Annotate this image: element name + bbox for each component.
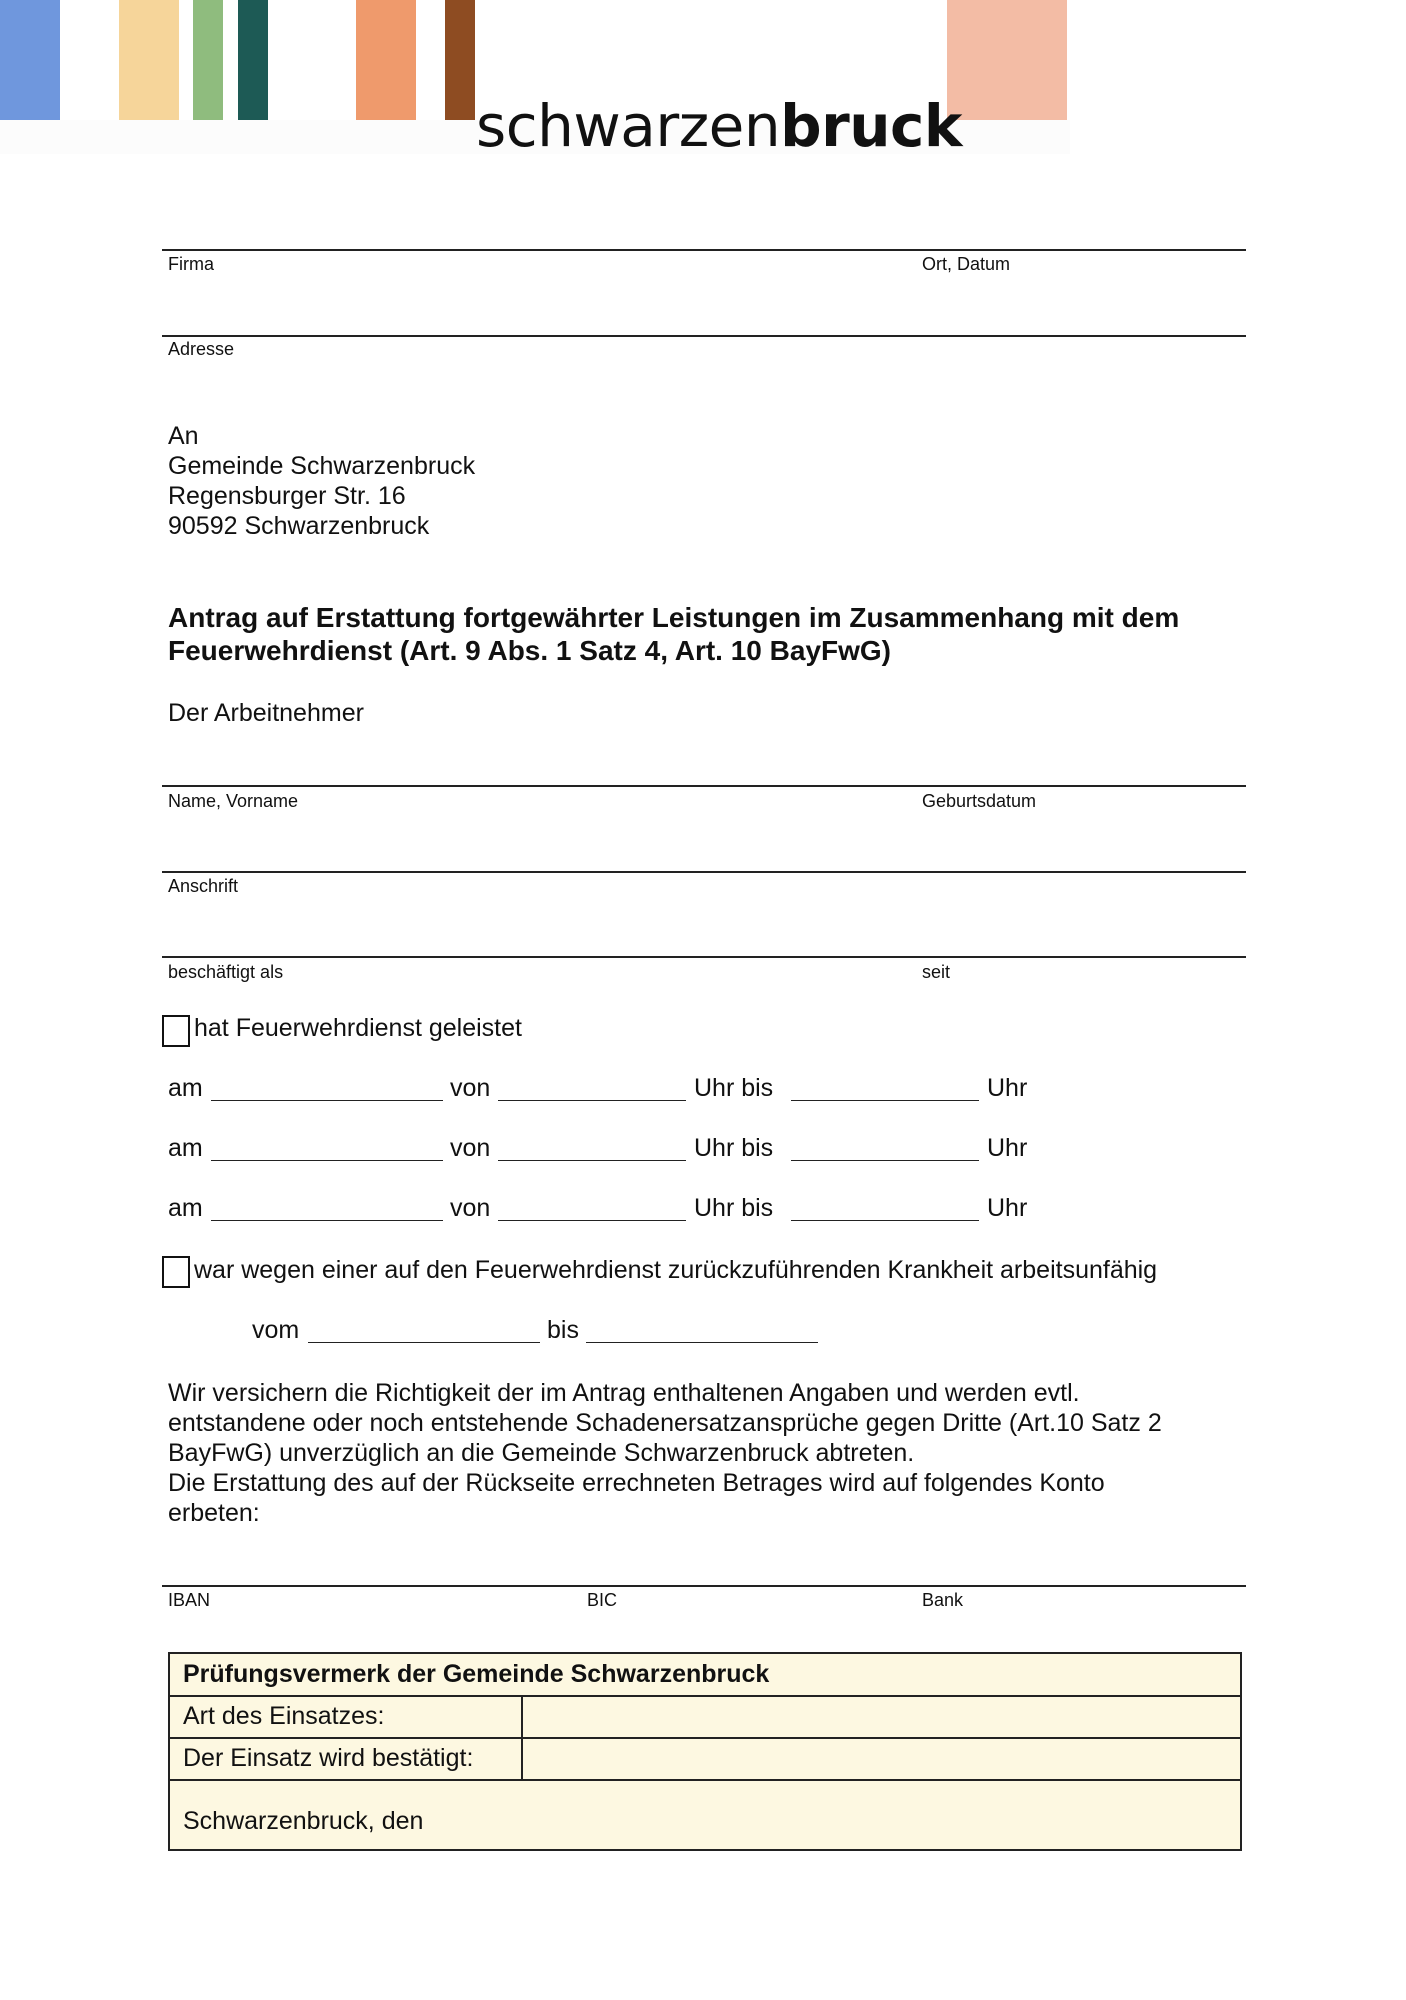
am-label: am xyxy=(168,1194,203,1222)
recipient-line-1: An xyxy=(168,422,199,450)
firma-line xyxy=(162,249,1246,251)
anschrift-line xyxy=(162,871,1246,873)
bis-time-field[interactable] xyxy=(791,1220,979,1221)
name-line xyxy=(162,785,1246,787)
name-label: Name, Vorname xyxy=(168,791,299,811)
bis-time-field[interactable] xyxy=(791,1160,979,1161)
von-label: von xyxy=(450,1194,491,1222)
box-divider xyxy=(170,1737,1240,1739)
bis-time-field[interactable] xyxy=(791,1100,979,1101)
anschrift-label: Anschrift xyxy=(168,876,239,896)
pruefungsvermerk-box xyxy=(168,1652,1242,1851)
logo-bar-green xyxy=(193,0,223,120)
von-label: von xyxy=(450,1074,491,1102)
logo-bar-yellow xyxy=(119,0,179,120)
box-divider xyxy=(170,1779,1240,1781)
von-time-field[interactable] xyxy=(498,1100,686,1101)
employee-heading: Der Arbeitnehmer xyxy=(168,699,364,727)
beschaeftigt-line xyxy=(162,956,1246,958)
bic-label: BIC xyxy=(587,1590,618,1610)
uhr-bis-label: Uhr bis xyxy=(694,1194,774,1222)
schwarzenbruck-den-label: Schwarzenbruck, den xyxy=(183,1807,424,1835)
bis-label: bis xyxy=(547,1316,579,1344)
document-title: Antrag auf Erstattung fortgewährter Leistungen im Zusammenhang mit dem Feuerwehrdienst (Art. 9 Abs. 1 Satz 4, Art. 10 BayFwG) xyxy=(168,602,1180,666)
von-label: von xyxy=(450,1134,491,1162)
pruefungsvermerk-title: Prüfungsvermerk der Gemeinde Schwarzenbruck xyxy=(183,1660,770,1688)
bank-label: Bank xyxy=(922,1590,964,1610)
logo-bar-orange xyxy=(356,0,416,120)
declaration-paragraph xyxy=(168,1378,1228,1528)
declaration-line-4: Die Erstattung des auf der Rückseite errechneten Betrages wird auf folgendes Konto xyxy=(168,1469,1105,1497)
uhr-label: Uhr xyxy=(987,1134,1028,1162)
box-column-divider xyxy=(521,1696,523,1780)
am-date-field[interactable] xyxy=(211,1160,443,1161)
logo-wordmark xyxy=(476,92,962,160)
feuerwehrdienst-checkbox-label: hat Feuerwehrdienst geleistet xyxy=(194,1014,522,1042)
einsatz-bestaetigt-label: Der Einsatz wird bestätigt: xyxy=(183,1744,474,1772)
box-divider xyxy=(170,1695,1240,1697)
uhr-label: Uhr xyxy=(987,1074,1028,1102)
logo-bar-brown xyxy=(445,0,475,120)
uhr-bis-label: Uhr bis xyxy=(694,1134,774,1162)
adresse-label: Adresse xyxy=(168,339,235,359)
feuerwehrdienst-checkbox[interactable] xyxy=(162,1015,190,1047)
logo-text-regular: schwarzen xyxy=(476,92,781,160)
logo-text-bold: bruck xyxy=(780,92,962,160)
geburtsdatum-label: Geburtsdatum xyxy=(922,791,1037,811)
von-time-field[interactable] xyxy=(498,1220,686,1221)
recipient-line-2: Gemeinde Schwarzenbruck xyxy=(168,452,476,480)
am-date-field[interactable] xyxy=(211,1100,443,1101)
am-label: am xyxy=(168,1074,203,1102)
art-des-einsatzes-label: Art des Einsatzes: xyxy=(183,1702,385,1730)
beschaeftigt-label: beschäftigt als xyxy=(168,962,284,982)
recipient-line-3: Regensburger Str. 16 xyxy=(168,482,406,510)
logo-bar-blue xyxy=(0,0,60,120)
bank-line xyxy=(162,1585,1246,1587)
am-date-field[interactable] xyxy=(211,1220,443,1221)
arbeitsunfaehig-checkbox-label: war wegen einer auf den Feuerwehrdienst zurückzuführenden Krankheit arbeitsunfähig xyxy=(194,1256,1158,1284)
firma-label: Firma xyxy=(168,254,214,274)
declaration-line-1: Wir versichern die Richtigkeit der im Antrag enthaltenen Angaben und werden evtl. xyxy=(168,1379,1080,1407)
ort-datum-label: Ort, Datum xyxy=(922,254,1011,274)
logo-bar-peach xyxy=(947,0,1067,120)
uhr-label: Uhr xyxy=(987,1194,1028,1222)
iban-label: IBAN xyxy=(168,1590,211,1610)
declaration-line-3: BayFwG) unverzüglich an die Gemeinde Schwarzenbruck abtreten. xyxy=(168,1439,915,1467)
adresse-line xyxy=(162,335,1246,337)
bis-date-field[interactable] xyxy=(586,1342,818,1343)
vom-date-field[interactable] xyxy=(308,1342,540,1343)
von-time-field[interactable] xyxy=(498,1160,686,1161)
seit-label: seit xyxy=(922,962,951,982)
declaration-line-2: entstandene oder noch entstehende Schadenersatzansprüche gegen Dritte (Art.10 Satz 2 xyxy=(168,1409,1162,1437)
arbeitsunfaehig-checkbox[interactable] xyxy=(162,1256,190,1288)
am-label: am xyxy=(168,1134,203,1162)
uhr-bis-label: Uhr bis xyxy=(694,1074,774,1102)
vom-label: vom xyxy=(252,1316,300,1344)
recipient-line-4: 90592 Schwarzenbruck xyxy=(168,512,430,540)
declaration-line-5: erbeten: xyxy=(168,1499,260,1527)
logo-bar-darkgreen xyxy=(238,0,268,120)
